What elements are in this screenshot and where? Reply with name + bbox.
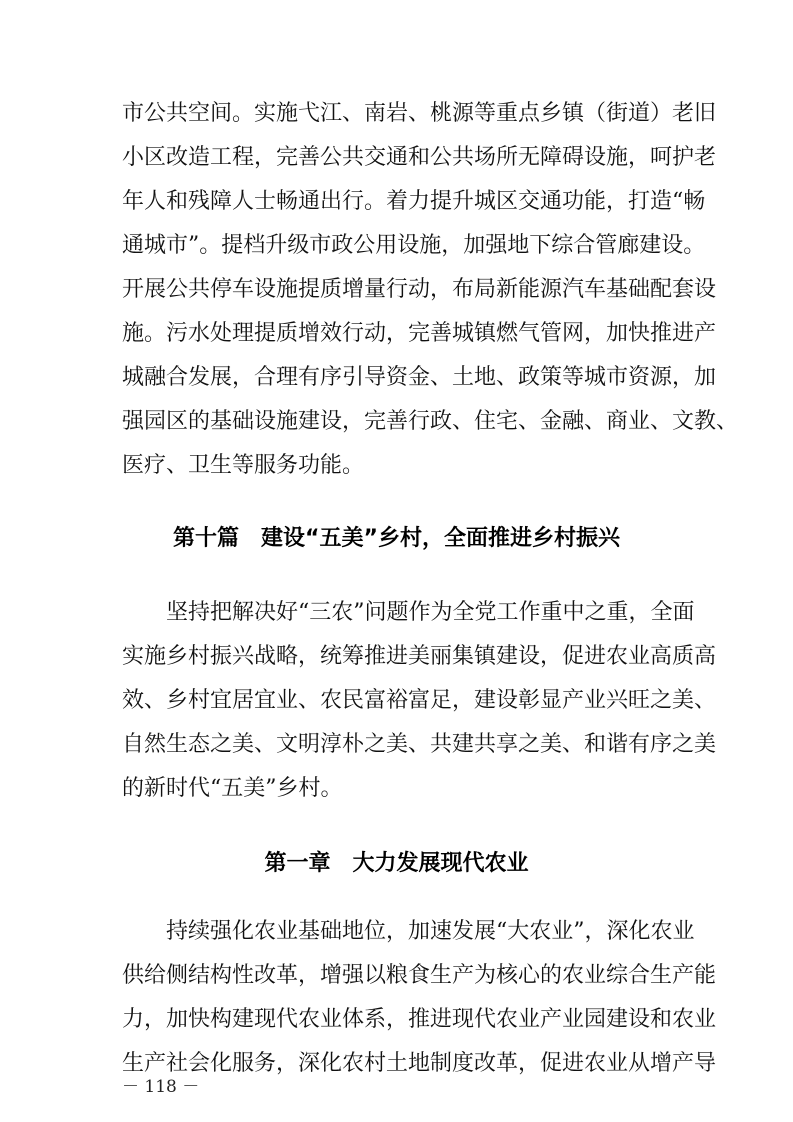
text-line: 开展公共停车设施提质增量行动，布局新能源汽车基础配套设 bbox=[122, 277, 717, 302]
text-line: 自然生态之美、文明淳朴之美、共建共享之美、和谐有序之美 bbox=[122, 732, 717, 757]
text-line: 生产社会化服务，深化农村土地制度改革，促进农业从增产导 bbox=[122, 1051, 717, 1076]
text-line: 强园区的基础设施建设，完善行政、住宅、金融、商业、文教、 bbox=[122, 409, 739, 434]
text-line: 城融合发展，合理有序引导资金、土地、政策等城市资源，加 bbox=[122, 365, 717, 390]
text-line: 市公共空间。实施弋江、南岩、桃源等重点乡镇（街道）老旧 bbox=[122, 101, 717, 126]
text-line: 坚持把解决好“三农”问题作为全党工作重中之重，全面 bbox=[166, 600, 695, 625]
text-line: 的新时代“五美”乡村。 bbox=[122, 776, 343, 801]
text-line: 实施乡村振兴战略，统筹推进美丽集镇建设，促进农业高质高 bbox=[122, 644, 717, 669]
text-line: 力，加快构建现代农业体系，推进现代农业产业园建设和农业 bbox=[122, 1007, 717, 1032]
part-heading: 第十篇 建设“五美”乡村，全面推进乡村振兴 bbox=[173, 526, 620, 551]
page-number: － 118 － bbox=[122, 1077, 200, 1097]
text-line: 持续强化农业基础地位，加速发展“大农业”，深化农业 bbox=[166, 919, 695, 944]
text-line: 医疗、卫生等服务功能。 bbox=[122, 453, 365, 478]
text-line: 供给侧结构性改革，增强以粮食生产为核心的农业综合生产能 bbox=[122, 963, 717, 988]
text-line: 通城市”。提档升级市政公用设施，加强地下综合管廊建设。 bbox=[122, 233, 706, 258]
text-line: 年人和残障人士畅通出行。着力提升城区交通功能，打造“畅 bbox=[122, 189, 706, 214]
text-line: 施。污水处理提质增效行动，完善城镇燃气管网，加快推进产 bbox=[122, 321, 717, 346]
chapter-heading: 第一章 大力发展现代农业 bbox=[264, 851, 529, 876]
text-line: 小区改造工程，完善公共交通和公共场所无障碍设施，呵护老 bbox=[122, 145, 717, 170]
text-line: 效、乡村宜居宜业、农民富裕富足，建设彰显产业兴旺之美、 bbox=[122, 688, 717, 713]
